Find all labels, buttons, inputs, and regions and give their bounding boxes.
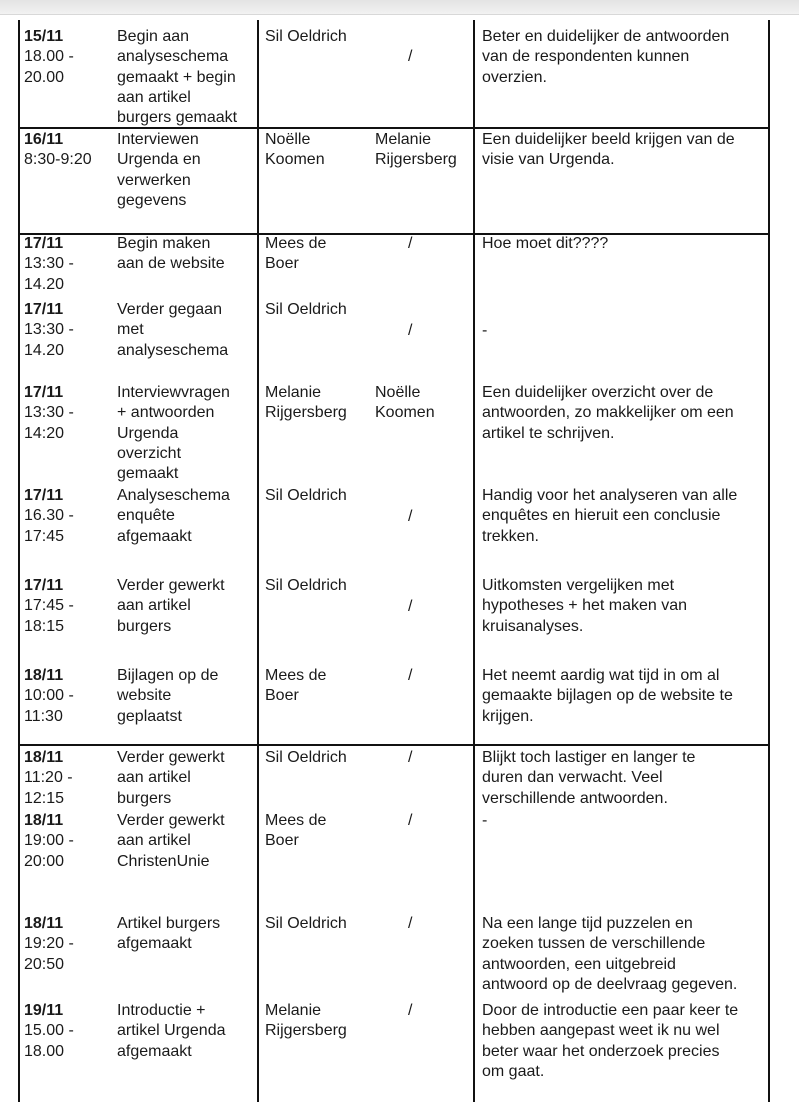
performed-by-cell — [265, 27, 347, 47]
entry-date: 18/11 — [24, 812, 64, 829]
text-line: / — [408, 322, 413, 339]
text-line: Na een lange tijd puzzelen en — [482, 915, 693, 932]
text-line: - — [482, 322, 488, 339]
text-line: analyseschema — [117, 341, 229, 359]
text-line: overzien. — [482, 68, 547, 86]
text-line: 19:20 - — [24, 935, 74, 953]
date-cell — [24, 486, 74, 547]
text-line: Beter en duidelijker de antwoorden — [482, 28, 730, 45]
text-line: Rijgersberg — [265, 404, 347, 422]
text-line: artikel te schrijven. — [482, 424, 615, 442]
text-line: Melanie — [265, 1002, 322, 1019]
reflection-cell — [482, 748, 695, 809]
text-line: 16.30 - — [24, 507, 74, 525]
entry-date: 18/11 — [24, 749, 64, 766]
text-line: / — [408, 1002, 413, 1019]
task-cell — [117, 130, 201, 211]
text-line: Urgenda en — [117, 151, 201, 169]
text-line: Noëlle — [375, 384, 421, 401]
text-line: artikel Urgenda — [117, 1022, 226, 1040]
text-line: Sil Oeldrich — [265, 915, 347, 932]
text-line: burgers — [117, 789, 172, 807]
text-line: / — [408, 812, 413, 829]
together-with-cell — [408, 666, 412, 686]
task-cell — [117, 748, 225, 809]
task-cell — [117, 234, 225, 275]
text-line: / — [408, 915, 413, 932]
text-line: aan artikel — [117, 597, 191, 615]
text-line: Het neemt aardig wat tijd in om al — [482, 667, 720, 684]
text-line: enquêtes en hieruit een conclusie — [482, 507, 721, 525]
task-cell — [117, 914, 220, 955]
performed-by-cell — [265, 914, 347, 934]
reflection-cell — [482, 234, 608, 254]
task-cell — [117, 486, 230, 547]
text-line: Hoe moet dit???? — [482, 235, 609, 252]
text-line: 20:00 — [24, 852, 65, 870]
text-line: antwoorden, een uitgebreid — [482, 955, 676, 973]
text-line: Verder gegaan — [117, 301, 222, 318]
text-line: 11:20 - — [24, 769, 73, 787]
text-line: Door de introductie een paar keer te — [482, 1002, 739, 1019]
text-line: 14.20 — [24, 275, 65, 293]
text-line: Analyseschema — [117, 487, 230, 504]
text-line: afgemaakt — [117, 1042, 192, 1060]
text-line: antwoorden, zo makkelijker om een — [482, 404, 734, 422]
text-line: krijgen. — [482, 707, 534, 725]
reflection-cell — [482, 321, 487, 341]
date-cell — [24, 811, 74, 872]
together-with-cell — [408, 47, 412, 67]
text-line: Koomen — [265, 151, 325, 169]
entry-date: 15/11 — [24, 28, 64, 45]
entry-date: 17/11 — [24, 384, 64, 401]
entry-date: 17/11 — [24, 301, 64, 318]
performed-by-cell — [265, 300, 347, 320]
text-line: - — [482, 812, 488, 829]
browser-top-strip — [0, 0, 799, 15]
row-divider — [18, 744, 770, 746]
entry-date: 17/11 — [24, 487, 64, 504]
together-with-cell — [375, 130, 457, 171]
performed-by-cell — [265, 811, 326, 852]
together-with-cell — [408, 748, 412, 768]
date-cell — [24, 666, 74, 727]
text-line: Interviewvragen — [117, 384, 230, 401]
date-cell — [24, 576, 74, 637]
text-line: 12:15 — [24, 789, 65, 807]
entry-date: 18/11 — [24, 667, 64, 684]
task-cell — [117, 576, 225, 637]
text-line: Verder gewerkt — [117, 749, 225, 766]
text-line: gemaakte bijlagen op de website te — [482, 687, 733, 705]
together-with-cell — [408, 597, 412, 617]
reflection-cell — [482, 486, 737, 547]
text-line: 14.20 — [24, 341, 65, 359]
text-line: analyseschema — [117, 48, 229, 66]
text-line: 17:45 - — [24, 597, 74, 615]
text-line: Mees de — [265, 812, 327, 829]
date-cell — [24, 234, 74, 295]
text-line: Artikel burgers — [117, 915, 221, 932]
date-cell — [24, 914, 74, 975]
text-line: Melanie — [265, 384, 322, 401]
text-line: 10:00 - — [24, 687, 74, 705]
text-line: 15.00 - — [24, 1022, 74, 1040]
task-cell — [117, 300, 228, 361]
text-line: Begin aan — [117, 28, 190, 45]
reflection-cell — [482, 1001, 738, 1082]
text-line: enquête — [117, 507, 175, 525]
date-cell — [24, 130, 92, 171]
text-line: Sil Oeldrich — [265, 577, 347, 594]
together-with-cell — [408, 234, 412, 254]
text-line: website — [117, 687, 172, 705]
performed-by-cell — [265, 576, 347, 596]
column-divider-with-note — [473, 20, 475, 1102]
performed-by-cell — [265, 234, 326, 275]
text-line: Urgenda — [117, 424, 179, 442]
reflection-cell — [482, 666, 733, 727]
text-line: Boer — [265, 687, 299, 705]
text-line: Sil Oeldrich — [265, 749, 347, 766]
text-line: zoeken tussen de verschillende — [482, 935, 706, 953]
text-line: Boer — [265, 832, 299, 850]
text-line: Uitkomsten vergelijken met — [482, 577, 675, 594]
text-line: aan artikel — [117, 832, 191, 850]
task-cell — [117, 666, 218, 727]
text-line: burgers gemaakt — [117, 109, 238, 127]
text-line: 11:30 — [24, 707, 63, 725]
text-line: Een duidelijker beeld krijgen van de — [482, 131, 735, 148]
together-with-cell — [408, 321, 412, 341]
text-line: 18.00 — [24, 1042, 65, 1060]
text-line: 8:30-9:20 — [24, 151, 92, 169]
reflection-cell — [482, 576, 687, 637]
reflection-cell — [482, 130, 735, 171]
text-line: kruisanalyses. — [482, 617, 584, 635]
text-line: 17:45 — [24, 527, 65, 545]
text-line: 14:20 — [24, 424, 65, 442]
performed-by-cell — [265, 1001, 347, 1042]
text-line: met — [117, 321, 144, 339]
text-line: Interviewen — [117, 131, 199, 148]
task-cell — [117, 811, 225, 872]
performed-by-cell — [265, 666, 326, 707]
text-line: ChristenUnie — [117, 852, 210, 870]
performed-by-cell — [265, 748, 347, 768]
text-line: verwerken — [117, 171, 191, 189]
text-line: gegevens — [117, 191, 187, 209]
task-cell — [117, 27, 237, 128]
task-cell — [117, 383, 230, 484]
text-line: 13:30 - — [24, 255, 74, 273]
text-line: Koomen — [375, 404, 435, 422]
date-cell — [24, 300, 74, 361]
text-line: Handig voor het analyseren van alle — [482, 487, 738, 504]
task-cell — [117, 1001, 226, 1062]
text-line: aan artikel — [117, 769, 191, 787]
entry-date: 19/11 — [24, 1002, 64, 1019]
text-line: 13:30 - — [24, 404, 74, 422]
reflection-cell — [482, 811, 487, 831]
text-line: Sil Oeldrich — [265, 28, 347, 45]
text-line: verschillende antwoorden. — [482, 789, 668, 807]
date-cell — [24, 748, 73, 809]
entry-date: 17/11 — [24, 577, 64, 594]
text-line: Bijlagen op de — [117, 667, 219, 684]
text-line: antwoord op de deelvraag gegeven. — [482, 975, 738, 993]
together-with-cell — [408, 1001, 412, 1021]
performed-by-cell — [265, 130, 325, 171]
text-line: / — [408, 235, 413, 252]
together-with-cell — [375, 383, 435, 424]
text-line: Sil Oeldrich — [265, 487, 347, 504]
text-line: aan de website — [117, 255, 225, 273]
text-line: 20:50 — [24, 955, 65, 973]
text-line: + antwoorden — [117, 404, 215, 422]
text-line: Begin maken — [117, 235, 211, 252]
date-cell — [24, 383, 74, 444]
text-line: 13:30 - — [24, 321, 74, 339]
together-with-cell — [408, 507, 412, 527]
performed-by-cell — [265, 383, 347, 424]
text-line: 18:15 — [24, 617, 65, 635]
performed-by-cell — [265, 486, 347, 506]
text-line: afgemaakt — [117, 935, 192, 953]
text-line: Boer — [265, 255, 299, 273]
text-line: Verder gewerkt — [117, 577, 225, 594]
text-line: hebben aangepast weet ik nu wel — [482, 1022, 720, 1040]
text-line: burgers — [117, 617, 172, 635]
text-line: / — [408, 598, 413, 615]
reflection-cell — [482, 914, 737, 995]
text-line: Rijgersberg — [375, 151, 457, 169]
text-line: hypotheses + het maken van — [482, 597, 688, 615]
entry-date: 16/11 — [24, 131, 64, 148]
date-cell — [24, 1001, 74, 1062]
text-line: / — [408, 749, 413, 766]
text-line: / — [408, 508, 413, 525]
text-line: 20.00 — [24, 68, 65, 86]
text-line: gemaakt — [117, 465, 179, 483]
text-line: om gaat. — [482, 1062, 545, 1080]
together-with-cell — [408, 914, 412, 934]
text-line: trekken. — [482, 527, 539, 545]
text-line: aan artikel — [117, 88, 191, 106]
text-line: gemaakt + begin — [117, 68, 236, 86]
reflection-cell — [482, 27, 729, 88]
text-line: beter waar het onderzoek precies — [482, 1042, 720, 1060]
text-line: Rijgersberg — [265, 1022, 347, 1040]
text-line: duren dan verwacht. Veel — [482, 769, 663, 787]
text-line: Een duidelijker overzicht over de — [482, 384, 714, 401]
text-line: van de respondenten kunnen — [482, 48, 690, 66]
text-line: 19:00 - — [24, 832, 74, 850]
text-line: Noëlle — [265, 131, 311, 148]
text-line: Mees de — [265, 235, 327, 252]
text-line: Mees de — [265, 667, 327, 684]
reflection-cell — [482, 383, 734, 444]
text-line: visie van Urgenda. — [482, 151, 615, 169]
entry-date: 18/11 — [24, 915, 64, 932]
text-line: Verder gewerkt — [117, 812, 225, 829]
text-line: Melanie — [375, 131, 432, 148]
text-line: 18.00 - — [24, 48, 74, 66]
together-with-cell — [408, 811, 412, 831]
text-line: overzicht — [117, 444, 182, 462]
text-line: / — [408, 48, 413, 65]
date-cell — [24, 27, 74, 88]
text-line: Introductie + — [117, 1002, 206, 1019]
text-line: Blijkt toch lastiger en langer te — [482, 749, 696, 766]
text-line: / — [408, 667, 413, 684]
text-line: Sil Oeldrich — [265, 301, 347, 318]
column-divider-task-by — [257, 20, 259, 1102]
text-line: afgemaakt — [117, 527, 192, 545]
text-line: geplaatst — [117, 707, 182, 725]
entry-date: 17/11 — [24, 235, 64, 252]
